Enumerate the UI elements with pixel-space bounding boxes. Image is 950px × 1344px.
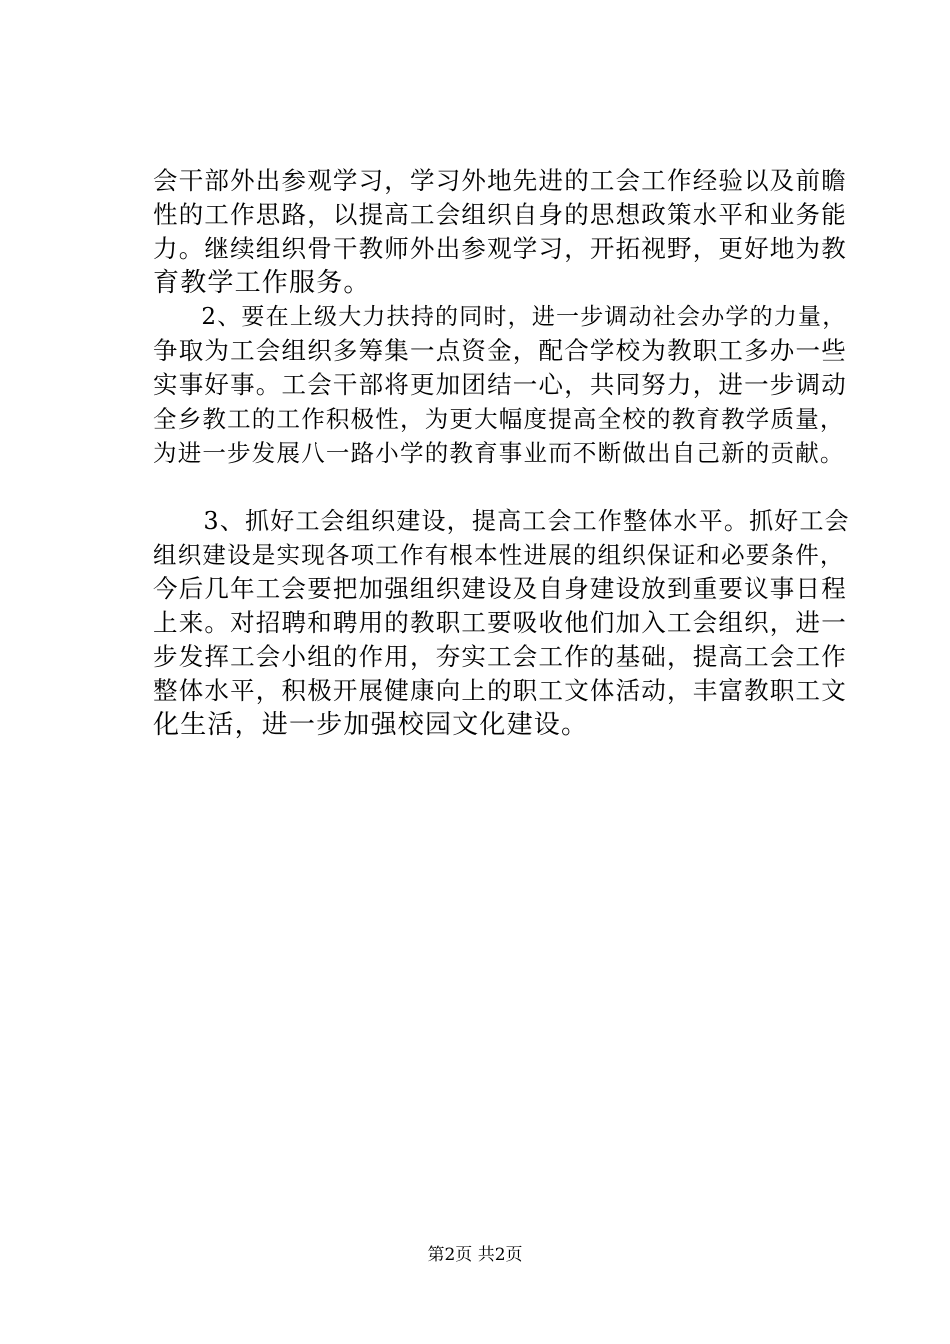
text-line: 整体水平，积极开展健康向上的职工文体活动，丰富教职工文 [153, 676, 847, 705]
text-line: 为进一步发展八一路小学的教育事业而不断做出自己新的贡献。 [153, 439, 845, 467]
text-line: 力。继续组织骨干教师外出参观学习，开拓视野，更好地为教 [153, 234, 847, 263]
text-line: 化生活，进一步加强校园文化建设。 [153, 710, 589, 740]
text-line: 实事好事。工会干部将更加团结一心，共同努力，进一步调动 [153, 370, 847, 399]
blank-line [153, 470, 853, 504]
page-footer: 第2页 共2页 [427, 1245, 523, 1265]
text-line: 全乡教工的工作积极性，为更大幅度提高全校的教育教学质量， [153, 405, 845, 433]
text-line: 争取为工会组织多筹集一点资金，配合学校为教职工多办一些 [153, 336, 847, 365]
text-line: 组织建设是实现各项工作有根本性进展的组织保证和必要条件， [153, 541, 845, 569]
text-line: 性的工作思路，以提高工会组织自身的思想政策水平和业务能 [153, 200, 847, 229]
text-line: 会干部外出参观学习，学习外地先进的工会工作经验以及前瞻 [153, 166, 847, 195]
text-line: 步发挥工会小组的作用，夯实工会工作的基础，提高工会工作 [153, 642, 847, 671]
body-text [153, 164, 853, 742]
text-line: 上来。对招聘和聘用的教职工要吸收他们加入工会组织，进一 [153, 608, 847, 637]
text-line: 2、要在上级大力扶持的同时，进一步调动社会办学的力量， [153, 304, 847, 330]
text-line: 今后几年工会要把加强组织建设及自身建设放到重要议事日程 [153, 574, 847, 603]
text-line: 育教学工作服务。 [153, 268, 371, 298]
text-line: 3、抓好工会组织建设，提高工会工作整体水平。抓好工会 [153, 507, 850, 535]
